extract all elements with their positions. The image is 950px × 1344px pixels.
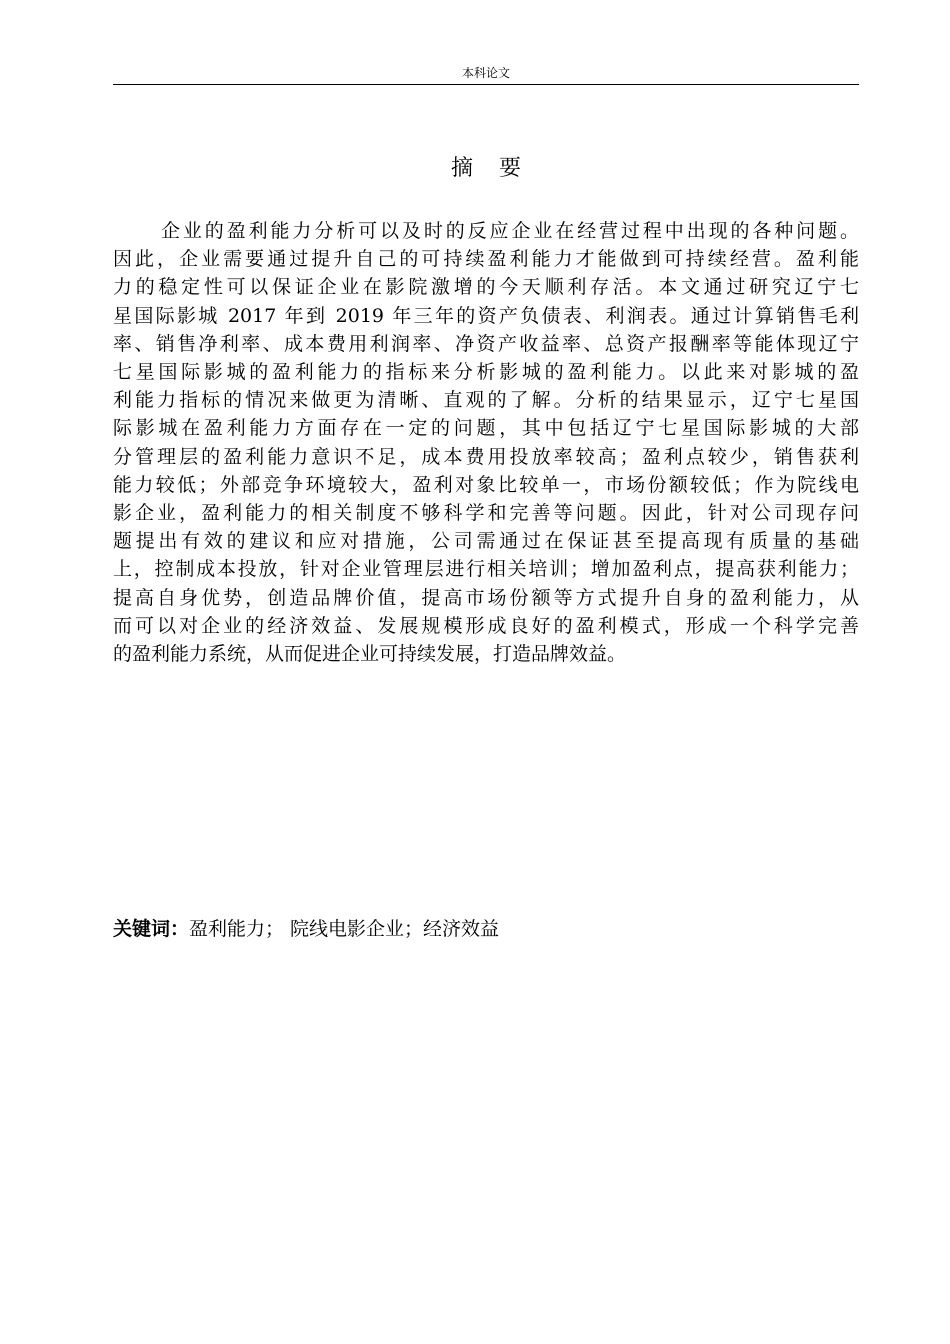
abstract-line: 提高自身优势，创造品牌价值，提高市场份额等方式提升自身的盈利能力，从 [113, 586, 859, 609]
abstract-line: 影企业，盈利能力的相关制度不够科学和完善等问题。因此，针对公司现存问 [113, 502, 859, 525]
abstract-line: 分管理层的盈利能力意识不足，成本费用投放率较高；盈利点较少，销售获利 [113, 445, 859, 468]
abstract-body [113, 217, 859, 668]
page-header-text: 本科论文 [461, 66, 510, 80]
abstract-line: 星国际影城 2017 年到 2019 年三年的资产负债表、利润表。通过计算销售毛利 [113, 304, 859, 327]
abstract-line: 利能力指标的情况来做更为清晰、直观的了解。分析的结果显示，辽宁七星国 [113, 389, 859, 412]
abstract-line: 上，控制成本投放，针对企业管理层进行相关培训；增加盈利点，提高获利能力； [113, 558, 859, 581]
abstract-line: 企业的盈利能力分析可以及时的反应企业在经营过程中出现的各种问题。 [161, 220, 859, 242]
abstract-line: 率、销售净利率、成本费用利润率、净资产收益率、总资产报酬率等能体现辽宁 [113, 332, 859, 355]
abstract-line: 题提出有效的建议和应对措施，公司需通过在保证甚至提高现有质量的基础 [113, 530, 859, 553]
page-header [113, 62, 859, 85]
keywords-values: 盈利能力； 院线电影企业；经济效益 [189, 918, 500, 940]
abstract-line: 际影城在盈利能力方面存在一定的问题，其中包括辽宁七星国际影城的大部 [113, 417, 859, 440]
abstract-line: 因此，企业需要通过提升自己的可持续盈利能力才能做到可持续经营。盈利能 [113, 248, 859, 271]
keywords [113, 914, 859, 944]
abstract-title-part2: 要 [499, 156, 522, 181]
abstract-line: 力的稳定性可以保证企业在影院激增的今天顺利存活。本文通过研究辽宁七 [113, 276, 859, 299]
abstract-line: 而可以对企业的经济效益、发展规模形成良好的盈利模式，形成一个科学完善 [113, 614, 859, 637]
abstract-title-part1: 摘 [450, 156, 473, 181]
abstract-line: 七星国际影城的盈利能力的指标来分析影城的盈利能力。以此来对影城的盈 [113, 361, 859, 384]
abstract-line: 能力较低；外部竞争环境较大，盈利对象比较单一，市场份额较低；作为院线电 [113, 473, 859, 496]
abstract-title [113, 152, 859, 186]
abstract-line: 的盈利能力系统，从而促进企业可持续发展，打造品牌效益。 [113, 643, 627, 666]
keywords-label: 关键词： [113, 918, 190, 940]
